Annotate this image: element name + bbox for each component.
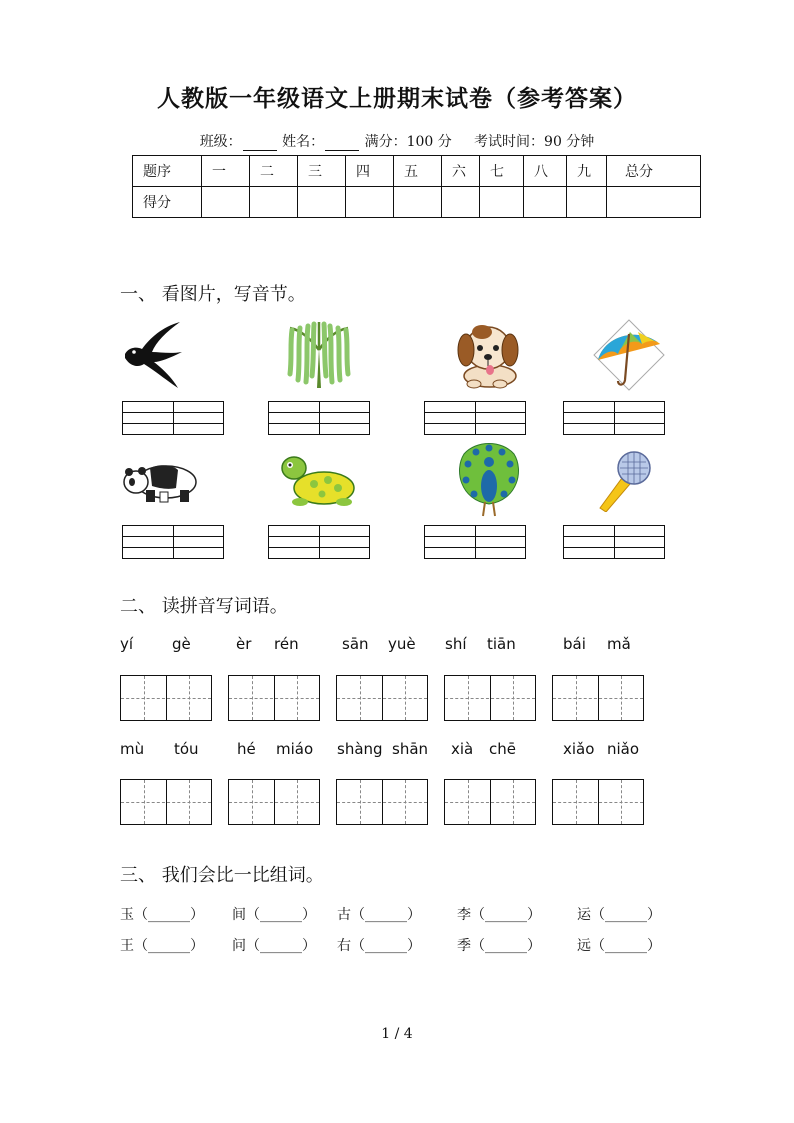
pinyin-syllable: bái: [563, 635, 586, 653]
score-input-cell[interactable]: [298, 187, 346, 218]
pinyin-syllable: mù: [120, 740, 145, 758]
score-input-cell[interactable]: [346, 187, 394, 218]
compare-word-item[interactable]: 古（______）: [337, 907, 421, 923]
pinyin-syllable: yí: [120, 635, 134, 653]
character-box[interactable]: [228, 779, 320, 825]
character-box[interactable]: [228, 675, 320, 721]
umbrella-picture: [592, 318, 666, 392]
character-box[interactable]: [336, 779, 428, 825]
score-cell: 七: [480, 156, 524, 187]
score-table: [132, 155, 701, 218]
compare-word-item[interactable]: 间（______）: [232, 907, 316, 923]
syllable-box[interactable]: [424, 525, 526, 559]
page-title: 人教版一年级语文上册期末试卷（参考答案）: [157, 85, 637, 112]
compare-word-item[interactable]: 玉（______）: [120, 907, 204, 923]
pinyin-syllable: èr: [236, 635, 252, 653]
score-input-cell[interactable]: [480, 187, 524, 218]
score-cell: 总分: [607, 156, 701, 187]
score-input-cell[interactable]: [524, 187, 567, 218]
pinyin-syllable: chē: [489, 740, 516, 758]
section2-heading: 二、 读拼音写词语。: [120, 596, 288, 617]
panda-picture: [120, 458, 202, 504]
pinyin-syllable: tóu: [174, 740, 199, 758]
character-box[interactable]: [552, 675, 644, 721]
pinyin-syllable: sān: [342, 635, 369, 653]
name-label: 姓名：: [282, 134, 325, 150]
score-cell: 题序: [133, 156, 202, 187]
compare-word-item[interactable]: 王（______）: [120, 938, 204, 954]
score-cell: 九: [567, 156, 607, 187]
microphone-picture: [592, 448, 656, 512]
compare-word-item[interactable]: 运（______）: [577, 907, 661, 923]
score-input-cell[interactable]: [567, 187, 607, 218]
compare-word-item[interactable]: 远（______）: [577, 938, 661, 954]
section3-heading: 三、 我们会比一比组词。: [120, 865, 324, 886]
syllable-box[interactable]: [122, 401, 224, 435]
pinyin-syllable: miáo: [276, 740, 314, 758]
exam-time-text: 考试时间：90 分钟: [474, 134, 595, 150]
swallow-picture: [120, 318, 186, 390]
pinyin-syllable: shí: [445, 635, 467, 653]
character-box[interactable]: [120, 675, 212, 721]
score-cell: 二: [250, 156, 298, 187]
pinyin-syllable: gè: [172, 635, 191, 653]
puppy-picture: [452, 318, 524, 390]
pinyin-syllable: rén: [274, 635, 299, 653]
full-score-text: 满分：100 分: [364, 134, 452, 150]
section1-heading: 一、 看图片，写音节。: [120, 284, 306, 305]
syllable-box[interactable]: [268, 401, 370, 435]
score-table-score-row: [133, 187, 701, 218]
syllable-box[interactable]: [563, 525, 665, 559]
peacock-picture: [454, 440, 524, 520]
score-input-cell[interactable]: [250, 187, 298, 218]
compare-word-item[interactable]: 右（______）: [337, 938, 421, 954]
pinyin-syllable: hé: [237, 740, 256, 758]
pinyin-syllable: niǎo: [607, 740, 640, 758]
pinyin-syllable: tiān: [487, 635, 516, 653]
syllable-box[interactable]: [563, 401, 665, 435]
score-cell: 一: [202, 156, 250, 187]
pinyin-syllable: mǎ: [607, 635, 631, 653]
name-blank[interactable]: [325, 136, 359, 151]
compare-word-item[interactable]: 李（______）: [457, 907, 541, 923]
score-input-cell[interactable]: [394, 187, 442, 218]
pinyin-syllable: xià: [451, 740, 474, 758]
score-table-header-row: [133, 156, 701, 187]
score-cell: 六: [442, 156, 480, 187]
score-cell: 五: [394, 156, 442, 187]
compare-word-item[interactable]: 问（______）: [232, 938, 316, 954]
score-cell: 三: [298, 156, 346, 187]
score-row-label: 得分: [133, 187, 202, 218]
pinyin-syllable: yuè: [388, 635, 416, 653]
syllable-box[interactable]: [424, 401, 526, 435]
class-blank[interactable]: [243, 136, 277, 151]
character-box[interactable]: [444, 779, 536, 825]
score-input-cell[interactable]: [442, 187, 480, 218]
turtle-picture: [278, 452, 360, 508]
pinyin-syllable: shàng: [337, 740, 383, 758]
syllable-box[interactable]: [122, 525, 224, 559]
character-box[interactable]: [120, 779, 212, 825]
exam-info-line: [0, 131, 794, 151]
score-cell: 八: [524, 156, 567, 187]
score-input-cell[interactable]: [607, 187, 701, 218]
character-box[interactable]: [336, 675, 428, 721]
page-number: 1 / 4: [381, 1026, 413, 1042]
compare-word-item[interactable]: 季（______）: [457, 938, 541, 954]
pinyin-syllable: xiǎo: [563, 740, 595, 758]
willow-picture: [284, 318, 354, 390]
score-cell: 四: [346, 156, 394, 187]
syllable-box[interactable]: [268, 525, 370, 559]
character-box[interactable]: [444, 675, 536, 721]
score-input-cell[interactable]: [202, 187, 250, 218]
pinyin-syllable: shān: [392, 740, 429, 758]
character-box[interactable]: [552, 779, 644, 825]
class-label: 班级：: [199, 134, 242, 150]
